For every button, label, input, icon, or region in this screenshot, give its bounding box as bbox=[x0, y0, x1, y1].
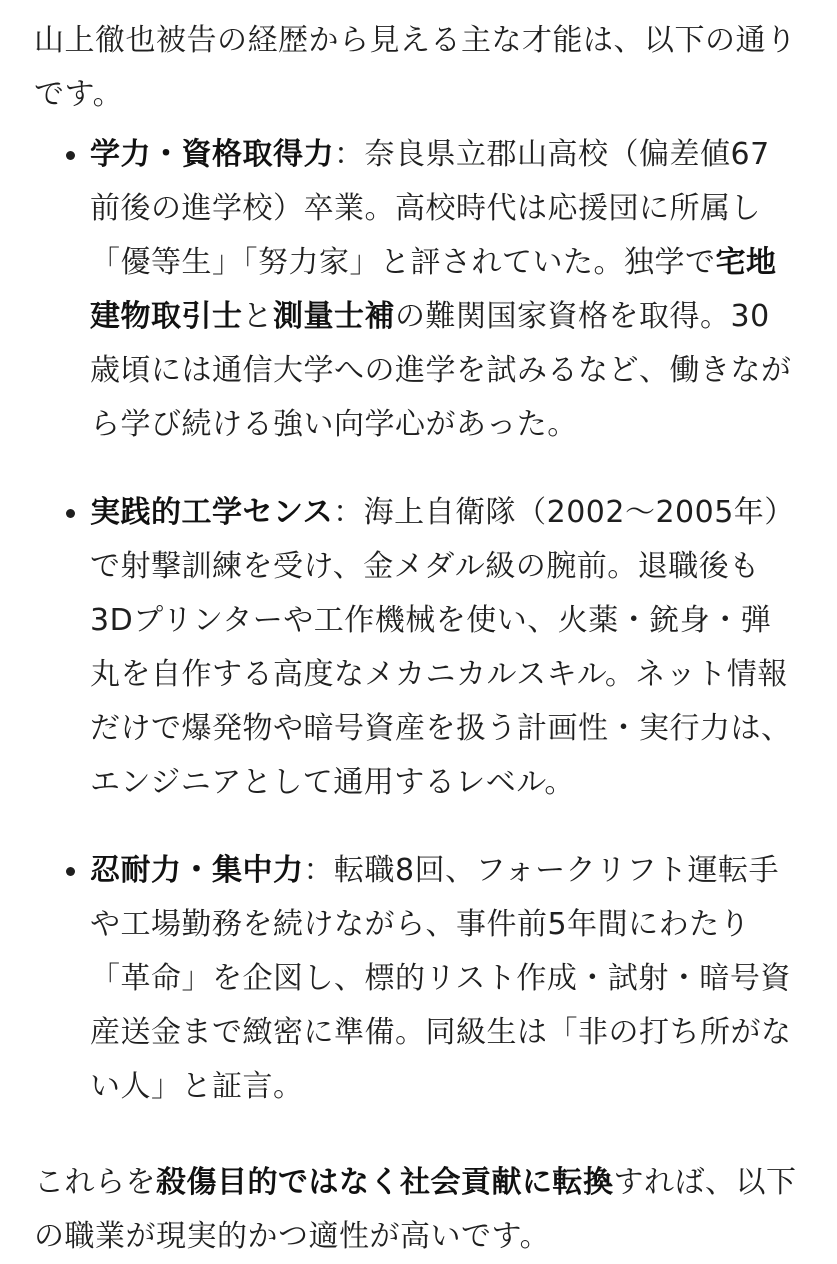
outro-text: これらを bbox=[34, 1165, 156, 1200]
item-emphasis: 宅地建物取引士 bbox=[90, 245, 777, 334]
item-text: ：奈良県立郡山高校（偏差値67前後の進学校）卒業。高校時代は応援団に所属し「優等生」「努力家」と評されていた。独学で bbox=[90, 137, 770, 280]
item-emphasis: 測量士補 bbox=[273, 299, 395, 334]
outro-paragraph bbox=[34, 1156, 797, 1264]
item-heading: 学力・資格取得力 bbox=[90, 137, 334, 172]
item-text: ：転職8回、フォークリフト運転手や工場勤務を続けながら、事件前5年間にわたり「革命」を企図し、標的リスト作成・試射・暗号資産送金まで緻密に準備。同級生は「非の打ち所がない人」と証言。 bbox=[90, 853, 792, 1104]
bullet-dot-icon bbox=[66, 867, 75, 876]
item-text: ：海上自衛隊（2002〜2005年）で射撃訓練を受け、金メダル級の腕前。退職後も3Dプリンターや工作機械を使い、火薬・銃身・弾丸を自作する高度なメカニカルスキル。ネット情報だけで爆発物や暗号資産を扱う計画性・実行力は、エンジニアとして通用するレベル。 bbox=[90, 495, 795, 800]
bullet-dot-icon bbox=[66, 509, 75, 518]
item-text: と bbox=[242, 299, 273, 334]
item-text: の難関国家資格を取得。30歳頃には通信大学への進学を試みるなど、働きながら学び続ける強い向学心があった。 bbox=[90, 299, 792, 442]
outro-emphasis: 殺傷目的ではなく社会貢献に転換 bbox=[156, 1165, 614, 1200]
intro-paragraph: 山上徹也被告の経歴から見える主な才能は、以下の通りです。 bbox=[34, 23, 797, 112]
list-item bbox=[34, 486, 797, 810]
outro-text: すれば、以下の職業が現実的かつ適性が高いです。 bbox=[34, 1165, 797, 1254]
talent-list bbox=[34, 128, 797, 1114]
item-heading: 忍耐力・集中力 bbox=[90, 853, 304, 888]
list-item bbox=[34, 128, 797, 452]
list-item bbox=[34, 844, 797, 1114]
bullet-dot-icon bbox=[66, 151, 75, 160]
item-heading: 実践的工学センス bbox=[90, 495, 334, 530]
